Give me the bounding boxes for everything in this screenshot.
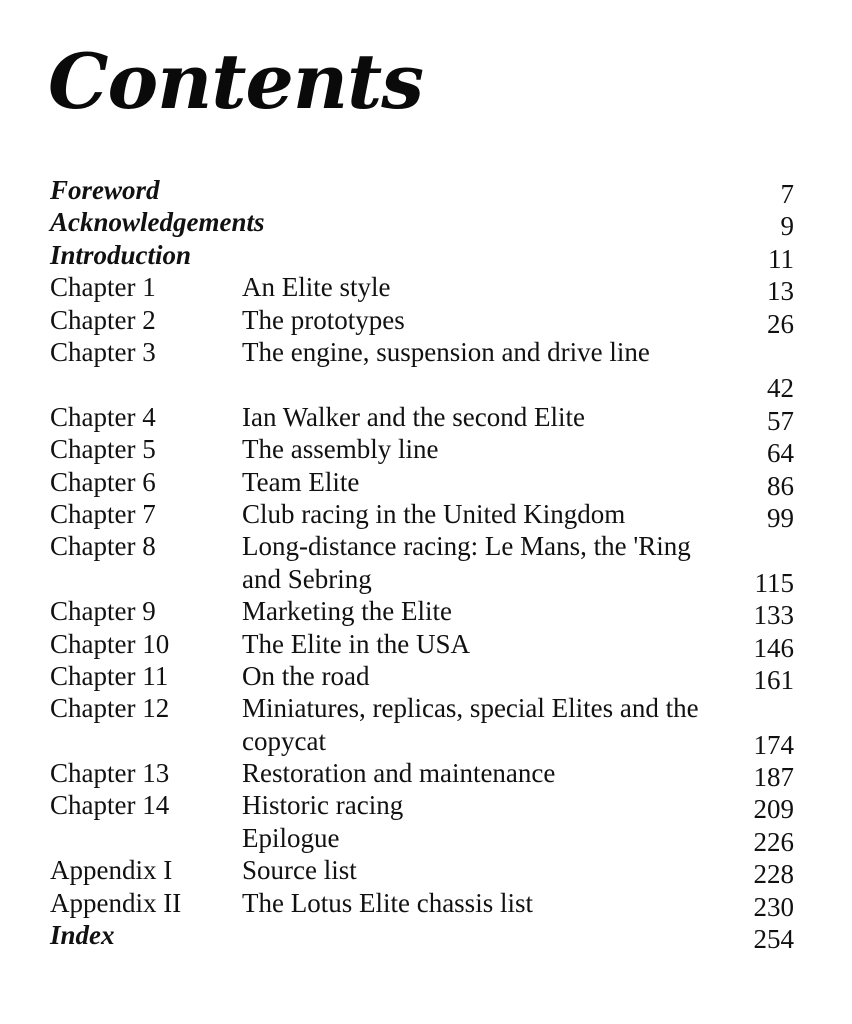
toc-entry-page: 42 <box>767 373 794 404</box>
toc-entry-page: 209 <box>753 794 794 825</box>
toc-entry-page: 7 <box>780 179 794 209</box>
toc-entry-label: Chapter 5 <box>50 434 156 465</box>
toc-entry-label: Chapter 12 <box>50 693 170 724</box>
toc-entry-title: The prototypes <box>242 304 405 335</box>
toc-entry-title: The assembly line <box>242 434 439 465</box>
toc-entry-title: Restoration and maintenance <box>242 758 556 789</box>
toc-entry-label: Chapter 14 <box>50 790 170 821</box>
toc-entry-label: Chapter 9 <box>50 596 156 627</box>
toc-entry-title: Long-distance racing: Le Mans, the 'Ring and Sebring <box>242 531 691 594</box>
toc-entry[interactable] <box>50 174 800 209</box>
toc-entry-page: 146 <box>753 632 794 663</box>
toc-entry-label: Appendix I <box>50 855 173 886</box>
toc-entry-title: Epilogue <box>242 822 340 853</box>
table-of-contents <box>50 174 800 955</box>
toc-entry-page: 254 <box>753 924 794 955</box>
toc-entry-title: Team Elite <box>242 466 360 497</box>
toc-entry-page: 226 <box>753 826 794 857</box>
toc-entry-page: 228 <box>753 859 794 890</box>
toc-entry-page: 57 <box>767 405 794 436</box>
toc-entry[interactable] <box>50 595 800 631</box>
toc-entry[interactable] <box>50 660 800 695</box>
toc-entry-page: 133 <box>753 600 794 631</box>
toc-entry-label: Chapter 1 <box>50 272 156 303</box>
toc-entry-title: Club racing in the United Kingdom <box>242 498 626 529</box>
toc-entry[interactable] <box>50 336 800 404</box>
toc-entry-label: Chapter 13 <box>50 758 170 789</box>
toc-entry-label: Chapter 4 <box>50 401 156 432</box>
toc-entry-title: The engine, suspension and drive line <box>242 336 650 367</box>
toc-entry-title: The Elite in the USA <box>242 628 470 659</box>
toc-entry-label: Acknowledgements <box>50 207 265 238</box>
toc-entry-page: 230 <box>753 891 794 922</box>
toc-entry-page: 26 <box>767 308 794 339</box>
toc-entry[interactable] <box>50 854 800 890</box>
toc-entry-page: 86 <box>767 470 794 501</box>
page-title: Contents <box>48 37 424 126</box>
toc-entry[interactable] <box>50 271 800 307</box>
toc-entry-page: 174 <box>753 729 794 760</box>
toc-entry-title: Historic racing <box>242 790 404 821</box>
toc-entry-title: Ian Walker and the second Elite <box>242 401 585 432</box>
toc-entry[interactable] <box>50 919 800 955</box>
toc-entry-label: Chapter 2 <box>50 304 156 335</box>
toc-entry[interactable] <box>50 789 800 825</box>
toc-entry-label: Chapter 3 <box>50 336 156 367</box>
toc-entry-title: Source list <box>242 855 357 886</box>
toc-entry-label: Appendix II <box>50 887 182 918</box>
toc-entry[interactable] <box>50 433 800 469</box>
toc-entry-label: Chapter 8 <box>50 531 156 562</box>
toc-entry[interactable] <box>50 822 800 857</box>
toc-entry[interactable] <box>50 401 800 436</box>
toc-entry-title: Miniatures, replicas, special Elites and the copycat <box>242 693 699 756</box>
toc-entry[interactable] <box>50 692 800 760</box>
toc-entry[interactable] <box>50 304 800 339</box>
toc-entry[interactable] <box>50 498 800 533</box>
toc-entry[interactable] <box>50 466 800 501</box>
toc-entry-label: Chapter 11 <box>50 660 169 691</box>
toc-entry-page: 99 <box>767 502 794 533</box>
toc-entry-page: 187 <box>753 762 794 793</box>
toc-entry-label: Chapter 6 <box>50 466 156 497</box>
toc-entry-page: 64 <box>767 438 794 469</box>
toc-entry-title: An Elite style <box>242 272 391 303</box>
toc-entry[interactable] <box>50 628 800 663</box>
toc-entry[interactable] <box>50 757 800 793</box>
toc-entry-title: Marketing the Elite <box>242 596 452 627</box>
toc-entry-page: 9 <box>780 211 794 242</box>
toc-entry-title: On the road <box>242 660 370 691</box>
toc-entry-label: Chapter 10 <box>50 628 170 659</box>
toc-entry[interactable] <box>50 530 800 598</box>
toc-entry[interactable] <box>50 887 800 922</box>
toc-entry-label: Index <box>50 920 115 951</box>
toc-entry-page: 13 <box>767 276 794 307</box>
toc-entry-label: Chapter 7 <box>50 498 156 529</box>
toc-entry-label: Foreword <box>50 175 160 205</box>
toc-entry-label: Introduction <box>50 239 192 270</box>
toc-entry-title: The Lotus Elite chassis list <box>242 887 533 918</box>
toc-entry-page: 11 <box>768 243 794 274</box>
toc-entry[interactable] <box>50 206 800 242</box>
toc-entry-page: 161 <box>753 664 794 695</box>
toc-entry[interactable] <box>50 239 800 274</box>
toc-entry-page: 115 <box>754 567 794 598</box>
